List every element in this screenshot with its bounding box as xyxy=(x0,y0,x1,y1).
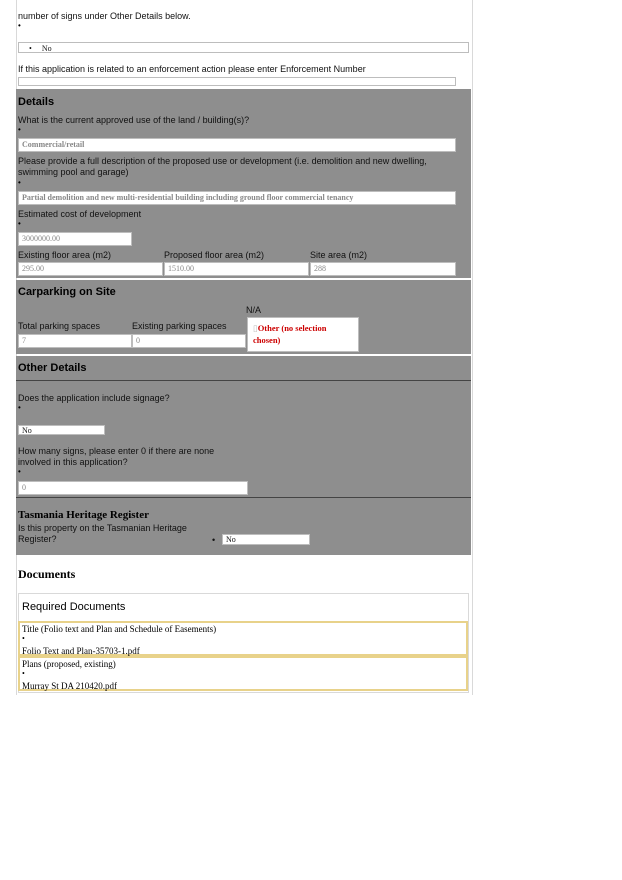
document-file-link[interactable]: Murray St DA 210420.pdf xyxy=(22,681,117,691)
total-parking-input[interactable]: 7 xyxy=(18,334,132,348)
total-parking-label: Total parking spaces xyxy=(18,321,101,331)
existing-floor-input[interactable]: 295.00 xyxy=(18,262,163,276)
details-title: Details xyxy=(18,96,55,108)
required-marker: • xyxy=(18,21,21,30)
signs-count-label: How many signs, please enter 0 if there are none involved in this application? xyxy=(18,446,215,467)
documents-title: Documents xyxy=(18,567,76,581)
signage-label: Does the application include signage? xyxy=(18,393,170,403)
proposed-floor-input[interactable]: 1510.00 xyxy=(164,262,309,276)
required-marker: • xyxy=(18,125,21,134)
signs-count-input[interactable]: 0 xyxy=(18,481,248,495)
document-item[interactable] xyxy=(18,621,468,656)
document-label: Plans (proposed, existing) xyxy=(22,659,116,669)
signs-note: number of signs under Other Details below. xyxy=(18,11,191,21)
required-documents-title: Required Documents xyxy=(22,601,126,613)
bullet-icon: • xyxy=(212,535,216,545)
other-parking-option[interactable]: ▯Other (no selection chosen) xyxy=(247,317,359,352)
carparking-title: Carparking on Site xyxy=(18,286,116,298)
signage-select[interactable]: No xyxy=(18,425,105,435)
proposed-floor-label: Proposed floor area (m2) xyxy=(164,250,265,260)
other-details-title: Other Details xyxy=(18,362,87,374)
signs-select[interactable]: • No xyxy=(18,42,469,53)
na-label: N/A xyxy=(246,305,262,315)
heritage-question: Is this property on the Tasmanian Heritage Register? xyxy=(18,523,187,544)
enforcement-label: If this application is related to an enforcement action please enter Enforcement Number xyxy=(18,64,366,74)
cost-input[interactable]: 3000000.00 xyxy=(18,232,132,246)
divider xyxy=(16,380,471,381)
existing-floor-label: Existing floor area (m2) xyxy=(18,250,112,260)
document-file-link[interactable]: Folio Text and Plan-35703-1.pdf xyxy=(22,646,140,656)
required-marker: • xyxy=(22,634,25,643)
current-use-label: What is the current approved use of the land / building(s)? xyxy=(18,115,250,125)
required-marker: • xyxy=(22,669,25,678)
divider xyxy=(16,497,471,498)
heritage-select[interactable]: No xyxy=(222,534,310,545)
required-marker: • xyxy=(18,178,21,187)
site-area-label: Site area (m2) xyxy=(310,250,368,260)
required-marker: • xyxy=(18,219,21,228)
heritage-title: Tasmania Heritage Register xyxy=(18,509,149,521)
existing-parking-input[interactable]: 0 xyxy=(132,334,246,348)
proposed-use-input[interactable]: Partial demolition and new multi-residential building including ground floor commercial tenancy xyxy=(18,191,456,205)
bullet-icon: • xyxy=(29,44,32,53)
site-area-input[interactable]: 288 xyxy=(310,262,456,276)
cost-label: Estimated cost of development xyxy=(18,209,142,219)
document-label: Title (Folio text and Plan and Schedule of Easements) xyxy=(22,624,217,634)
checkbox-icon: ▯ xyxy=(253,323,258,333)
existing-parking-label: Existing parking spaces xyxy=(132,321,227,331)
proposed-use-label: Please provide a full description of the proposed use or development (i.e. demolition and new dwelling, swimming pool and garage) xyxy=(18,156,427,177)
required-marker: • xyxy=(18,403,21,412)
enforcement-input[interactable] xyxy=(18,77,456,86)
current-use-input[interactable]: Commercial/retail xyxy=(18,138,456,152)
document-item[interactable] xyxy=(18,656,468,691)
required-marker: • xyxy=(18,467,21,476)
